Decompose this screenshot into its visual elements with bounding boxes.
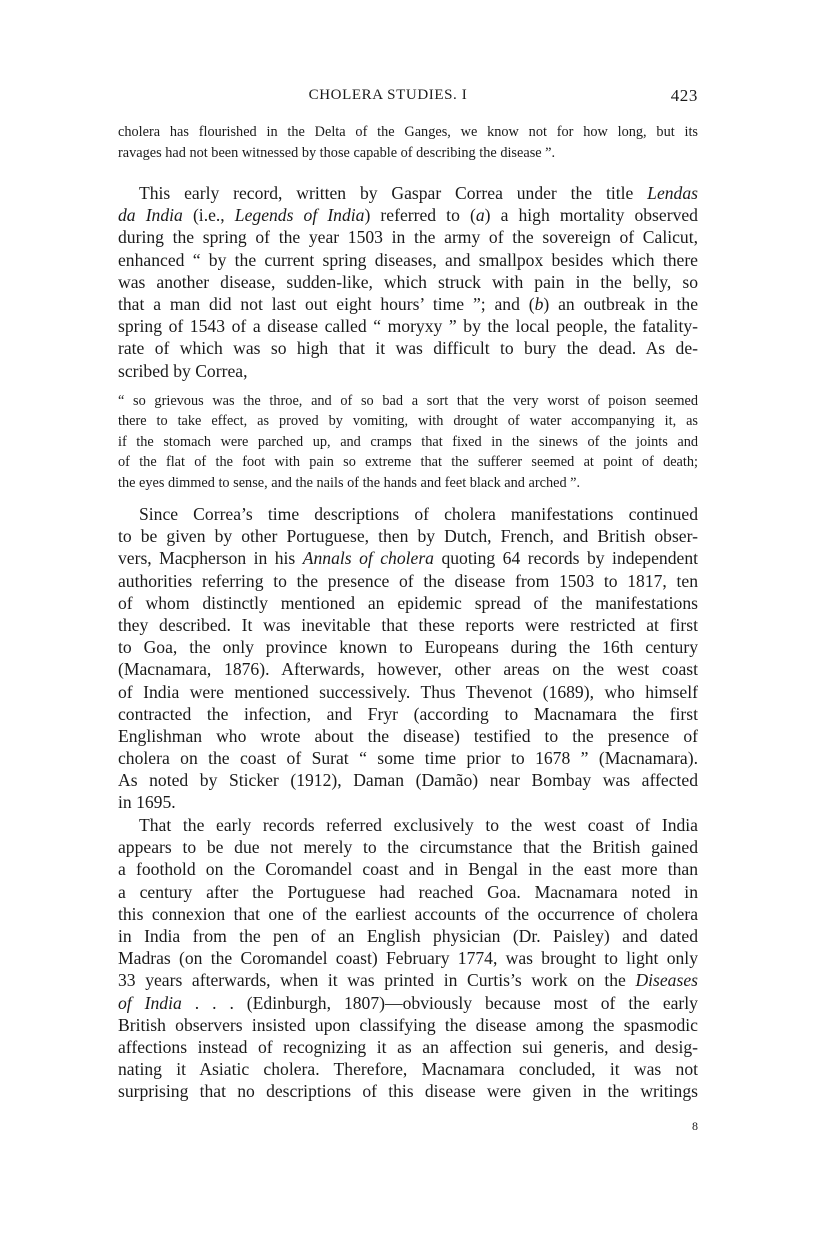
- text-line: Englishman who wrote about the disease) testified to the presence of: [118, 725, 698, 746]
- text-line: That the early records referred exclusively to the west coast of India: [139, 815, 698, 835]
- text-line: As noted by Sticker (1912), Daman (Damão) near Bombay was affected: [118, 770, 698, 791]
- text-line: da India (i.e., Legends of India) referred to (a) a high mortality observed: [118, 205, 698, 226]
- block-quote: [118, 391, 698, 493]
- text-line: was another disease, sudden-like, which struck with pain in the belly, so: [118, 271, 698, 292]
- text-line: to Goa, the only province known to Europeans during the 16th century: [118, 637, 698, 658]
- text-line: cholera on the coast of Surat “ some time prior to 1678 ” (Macnamara).: [118, 748, 698, 769]
- text-line: nating it Asiatic cholera. Therefore, Macnamara concluded, it was not: [118, 1059, 698, 1080]
- paragraph: [118, 814, 698, 1102]
- text-line: in India from the pen of an English physician (Dr. Paisley) and dated: [118, 925, 698, 946]
- text-line: authorities referring to the presence of the disease from 1503 to 1817, ten: [118, 570, 698, 591]
- page-number: 423: [670, 86, 698, 105]
- text-line: Since Correa’s time descriptions of cholera manifestations continued: [139, 504, 698, 524]
- text-line: appears to be due not merely to the circumstance that the British gained: [118, 837, 698, 858]
- text-line: there to take effect, as proved by vomiting, with drought of water accompanying it, as: [118, 413, 698, 430]
- text-line: a foothold on the Coromandel coast and in Bengal in the east more than: [118, 859, 698, 880]
- paragraph: [118, 182, 698, 382]
- text-line: affections instead of recognizing it as an affection sui generis, and desig-: [118, 1036, 698, 1057]
- text-line: of whom distinctly mentioned an epidemic spread of the manifestations: [118, 592, 698, 613]
- text-line: surprising that no descriptions of this disease were given in the writings: [118, 1081, 698, 1102]
- text-line: during the spring of the year 1503 in the army of the sovereign of Calicut,: [118, 227, 698, 248]
- text-line: “ so grievous was the throe, and of so bad a sort that the very worst of poison seemed: [118, 393, 698, 409]
- signature-mark: 8: [692, 1119, 698, 1133]
- text-line: rate of which was so high that it was difficult to bury the dead. As de-: [118, 338, 698, 359]
- text-line: the eyes dimmed to sense, and the nails of the hands and feet black and arched ”.: [118, 474, 581, 491]
- text-line: ravages had not been witnessed by those capable of describing the disease ”.: [118, 144, 556, 161]
- text-line: scribed by Correa,: [118, 360, 248, 381]
- text-line: This early record, written by Gaspar Correa under the title Lendas: [139, 183, 698, 203]
- text-line: contracted the infection, and Fryr (according to Macnamara the first: [118, 703, 698, 724]
- text-line: Madras (on the Coromandel coast) February 1774, was brought to light only: [118, 948, 698, 969]
- text-line: British observers insisted upon classifying the disease among the spasmodic: [118, 1014, 698, 1035]
- text-line: (Macnamara, 1876). Afterwards, however, other areas on the west coast: [118, 659, 698, 680]
- text-line: enhanced “ by the current spring diseases, and smallpox besides which there: [118, 249, 698, 270]
- text-line: spring of 1543 of a disease called “ moryxy ” by the local people, the fatality-: [118, 316, 698, 337]
- text-line: in 1695.: [118, 792, 176, 813]
- text-line: vers, Macpherson in his Annals of cholera quoting 64 records by independent: [118, 548, 699, 569]
- text-line: this connexion that one of the earliest accounts of the occurrence of cholera: [118, 903, 698, 924]
- text-line: that a man did not last out eight hours’ time ”; and (b) an outbreak in the: [118, 293, 698, 314]
- text-line: to be given by other Portuguese, then by Dutch, French, and British obser-: [118, 526, 698, 547]
- paragraph: [118, 122, 698, 163]
- text-line: if the stomach were parched up, and cramps that fixed in the sinews of the joints and: [118, 433, 698, 450]
- running-title: CHOLERA STUDIES. I: [308, 87, 468, 103]
- paragraph: [118, 503, 698, 814]
- text-line: of India were mentioned successively. Thus Thevenot (1689), who himself: [118, 681, 698, 702]
- text-line: cholera has flourished in the Delta of the Ganges, we know not for how long, but its: [118, 124, 698, 140]
- text-line: 33 years afterwards, when it was printed in Curtis’s work on the Diseases: [118, 970, 698, 991]
- text-line: of the flat of the foot with pain so extreme that the sufferer seemed at point of death;: [118, 454, 698, 471]
- text-line: they described. It was inevitable that these reports were restricted at first: [118, 614, 698, 635]
- text-line: of India . . . (Edinburgh, 1807)—obviously because most of the early: [118, 992, 698, 1013]
- text-line: a century after the Portuguese had reached Goa. Macnamara noted in: [118, 881, 698, 902]
